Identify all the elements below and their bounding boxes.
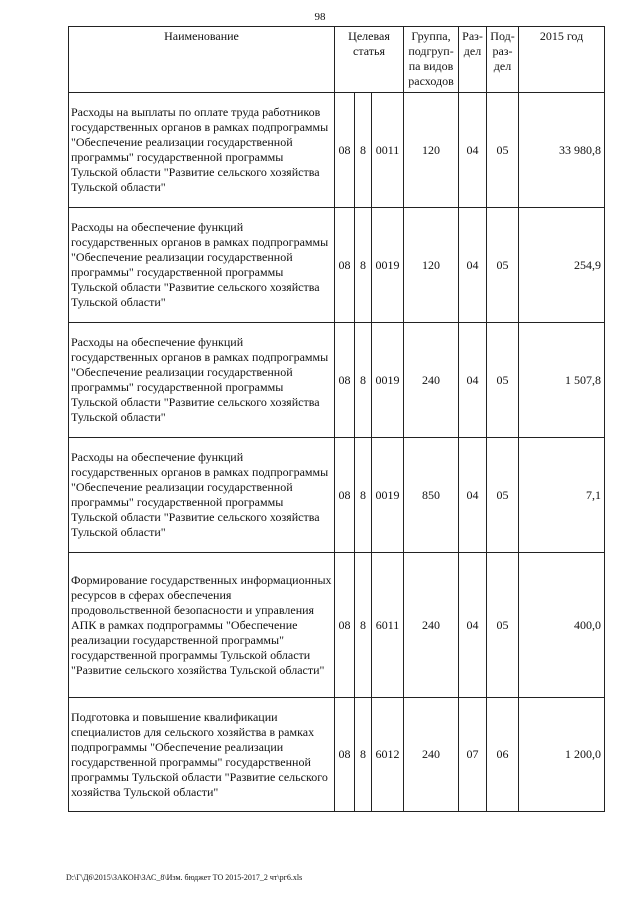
header-row (69, 27, 605, 93)
row-subsection: 06 (487, 698, 519, 812)
row-group: 120 (404, 208, 459, 323)
row-amount: 7,1 (519, 438, 605, 553)
row-cs1: 08 (335, 208, 355, 323)
row-name: Расходы на обеспечение функций государственных органов в рамках подпрограммы "Обеспечение реализации государственной программы" государственной программы Тульской области "Развитие сельского хозяйства Тульской области" (69, 323, 335, 438)
row-name: Расходы на обеспечение функций государственных органов в рамках подпрограммы "Обеспечение реализации государственной программы" государственной программы Тульской области "Развитие сельского хозяйства Тульской области" (69, 208, 335, 323)
row-section: 04 (459, 208, 487, 323)
row-section: 04 (459, 93, 487, 208)
row-cs3: 6012 (372, 698, 404, 812)
row-name: Расходы на выплаты по оплате труда работников государственных органов в рамках подпрограммы "Обеспечение реализации государственной программы" государственной программы Тульской области "Развитие сельского хозяйства Тульской области" (69, 93, 335, 208)
row-cs1: 08 (335, 553, 355, 698)
row-cs2: 8 (355, 93, 372, 208)
row-group: 850 (404, 438, 459, 553)
header-subsection: Под-раз-дел (487, 27, 519, 93)
row-name: Подготовка и повышение квалификации специалистов для сельского хозяйства в рамках подпрограммы "Обеспечение реализации государственной программы" государственной программы Тульской области "Развитие сельского хозяйства Тульской области" (69, 698, 335, 812)
row-name: Формирование государственных информационных ресурсов в сферах обеспечения продовольственной безопасности и управления АПК в рамках подпрограммы "Обеспечение реализации государственной программы" государственной программы Тульской области "Развитие сельского хозяйства Тульской области" (69, 553, 335, 698)
row-amount: 1 200,0 (519, 698, 605, 812)
table-row (69, 323, 605, 438)
row-cs1: 08 (335, 698, 355, 812)
header-target: Целевая статья (335, 27, 404, 93)
row-amount: 33 980,8 (519, 93, 605, 208)
header-group: Группа, подгруп-па видов расходов (404, 27, 459, 93)
row-cs2: 8 (355, 323, 372, 438)
row-cs2: 8 (355, 698, 372, 812)
row-subsection: 05 (487, 208, 519, 323)
budget-table (68, 26, 605, 812)
table-row (69, 93, 605, 208)
row-cs3: 0019 (372, 438, 404, 553)
row-group: 120 (404, 93, 459, 208)
header-year: 2015 год (519, 27, 605, 93)
row-subsection: 05 (487, 323, 519, 438)
row-subsection: 05 (487, 553, 519, 698)
row-name: Расходы на обеспечение функций государственных органов в рамках подпрограммы "Обеспечение реализации государственной программы" государственной программы Тульской области "Развитие сельского хозяйства Тульской области" (69, 438, 335, 553)
row-subsection: 05 (487, 93, 519, 208)
row-section: 07 (459, 698, 487, 812)
row-cs1: 08 (335, 323, 355, 438)
row-amount: 1 507,8 (519, 323, 605, 438)
header-section: Раз-дел (459, 27, 487, 93)
row-cs3: 0019 (372, 323, 404, 438)
row-cs1: 08 (335, 438, 355, 553)
row-cs3: 6011 (372, 553, 404, 698)
row-cs1: 08 (335, 93, 355, 208)
row-cs2: 8 (355, 553, 372, 698)
row-amount: 400,0 (519, 553, 605, 698)
table-row (69, 553, 605, 698)
row-section: 04 (459, 438, 487, 553)
table-row (69, 438, 605, 553)
row-section: 04 (459, 323, 487, 438)
row-cs2: 8 (355, 438, 372, 553)
table-row (69, 698, 605, 812)
page-number: 98 (314, 11, 326, 23)
row-section: 04 (459, 553, 487, 698)
row-group: 240 (404, 323, 459, 438)
header-name: Наименование (69, 27, 335, 93)
row-cs3: 0019 (372, 208, 404, 323)
row-subsection: 05 (487, 438, 519, 553)
row-cs3: 0011 (372, 93, 404, 208)
row-group: 240 (404, 553, 459, 698)
footer-file-path: D:\Г\Д6\2015\ЗАКОН\ЗАС_8\Изм. бюджет ТО 2015-2017_2 чт\рг6.xls (66, 873, 303, 882)
row-group: 240 (404, 698, 459, 812)
table-row (69, 208, 605, 323)
row-amount: 254,9 (519, 208, 605, 323)
row-cs2: 8 (355, 208, 372, 323)
